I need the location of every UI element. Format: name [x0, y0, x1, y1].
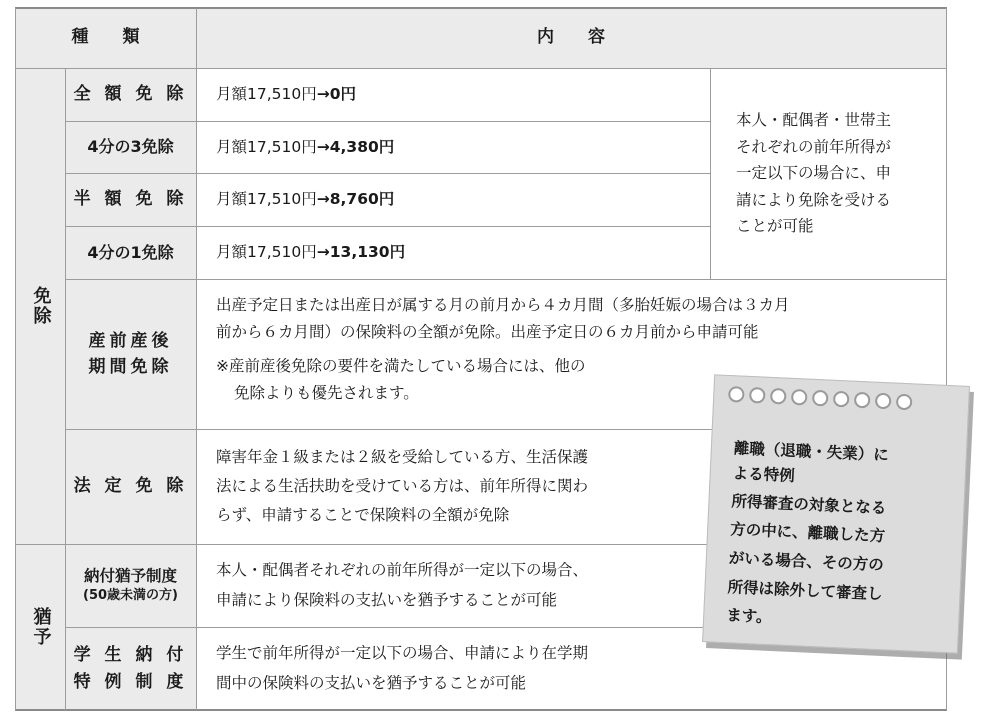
statutory-text-line: らず、申請することで保険料の全額が免除 [216, 506, 510, 525]
table-divider [65, 173, 710, 174]
table-border-bottom [15, 709, 947, 711]
type-quarter-exemption [65, 226, 196, 279]
payment-deferral-text-line: 本人・配偶者それぞれの前年所得が一定以下の場合、 [216, 561, 589, 580]
memo-note [702, 374, 970, 653]
amount-three-quarter-monthly: 月額17,510円 [216, 137, 317, 156]
content-half-exemption [196, 173, 710, 226]
binding-hole-icon [896, 394, 913, 411]
amount-quarter-monthly: 月額17,510円 [216, 243, 317, 262]
content-full-exemption [196, 68, 710, 121]
amount-three-quarter-result: 4,380円 [329, 137, 395, 156]
maternity-text-line: 出産予定日または出産日が属する月の前月から４カ月間（多胎妊娠の場合は３カ月 [216, 296, 790, 314]
type-payment-deferral-label-2: (50歳未満の方) [83, 588, 178, 604]
group-exemption [15, 68, 65, 544]
memo-binding-holes [728, 386, 913, 410]
arrow-icon: → [316, 243, 330, 262]
type-student-label-1: 学 生 納 付 [73, 645, 188, 666]
binding-hole-icon [875, 393, 892, 410]
type-student-deferral [65, 627, 196, 710]
binding-hole-icon [770, 388, 787, 405]
amount-full-result: 0円 [329, 85, 357, 104]
header-type [15, 8, 196, 68]
maternity-note-line: ※産前産後免除の要件を満たしている場合には、他の [216, 357, 586, 376]
memo-title [732, 436, 946, 495]
memo-body-line: 所得は除外して審査し [727, 577, 883, 603]
amount-full-monthly: 月額17,510円 [216, 85, 317, 104]
memo-body-line: 方の中に、離職した方 [729, 520, 886, 546]
binding-hole-icon [728, 386, 745, 403]
side-note-line: 一定以下の場合に、申 [736, 164, 892, 183]
table-divider [15, 68, 947, 69]
side-note-line: 本人・配偶者・世帯主 [736, 110, 892, 129]
table-divider [65, 68, 66, 710]
header-type-label: 種 類 [71, 27, 140, 48]
type-full-exemption [65, 68, 196, 121]
side-note-line: 請により免除を受ける [736, 190, 892, 209]
memo-body-line: がいる場合、その方の [728, 549, 885, 575]
header-content [196, 8, 946, 68]
type-payment-deferral-label-1: 納付猶予制度 [83, 566, 177, 585]
statutory-text-line: 法による生活扶助を受けている方は、前年所得に関わ [216, 476, 589, 495]
amount-quarter-result: 13,130円 [329, 243, 406, 262]
table-border-left [15, 8, 16, 710]
type-full-label: 全 額 免 除 [73, 84, 188, 105]
type-payment-deferral [65, 544, 196, 627]
maternity-text-line: 前から６カ月間）の保険料の全額が免除。出産予定日の６カ月前から申請可能 [216, 322, 759, 341]
type-half-label: 半 額 免 除 [73, 189, 188, 210]
memo-body-line: 所得審査の対象となる [731, 491, 887, 517]
binding-hole-icon [854, 392, 871, 409]
type-quarter-label: 4分の1免除 [87, 242, 174, 262]
type-statutory-label: 法 定 免 除 [73, 476, 188, 497]
statutory-text-line: 障害年金１級または２級を受給している方、生活保護 [216, 447, 589, 466]
type-maternity-exemption [65, 279, 196, 429]
payment-deferral-text-line: 申請により保険料の支払いを猶予することが可能 [216, 590, 558, 609]
maternity-note-line: 免除よりも優先されます。 [234, 383, 419, 402]
group-exemption-label: 免除 [30, 286, 52, 326]
binding-hole-icon [749, 387, 766, 404]
table-divider [65, 121, 710, 122]
memo-title-line: 離職（退職・失業）に [733, 439, 890, 465]
type-three-quarter-exemption [65, 121, 196, 173]
amount-half-result: 8,760円 [329, 190, 395, 209]
content-three-quarter-exemption [196, 121, 710, 173]
student-text-line: 学生で前年所得が一定以下の場合、申請により在学期 [216, 644, 589, 663]
table-border-top [15, 7, 947, 9]
type-half-exemption [65, 173, 196, 226]
side-note-line: それぞれの前年所得が [736, 137, 892, 156]
side-note-line: ことが可能 [736, 217, 814, 236]
type-student-label-2: 特 例 制 度 [73, 671, 188, 692]
type-statutory-exemption [65, 429, 196, 544]
content-payment-deferral [196, 544, 716, 627]
arrow-icon: → [316, 137, 330, 156]
table-divider [65, 226, 710, 227]
content-student [196, 627, 716, 710]
memo-body-line: ます。 [725, 606, 772, 627]
type-three-quarter-label: 4分の3免除 [87, 137, 174, 157]
type-maternity-label-2: 期間免除 [88, 357, 173, 377]
type-maternity-label-1: 産前産後 [88, 330, 173, 351]
binding-hole-icon [791, 389, 808, 406]
group-deferral-label: 猶予 [30, 607, 52, 647]
student-text-line: 間中の保険料の支払いを猶予することが可能 [216, 673, 527, 692]
table-divider [196, 8, 197, 710]
binding-hole-icon [833, 391, 850, 408]
content-statutory [196, 429, 716, 544]
amount-half-monthly: 月額17,510円 [216, 190, 317, 209]
binding-hole-icon [812, 390, 829, 407]
arrow-icon: → [316, 190, 330, 209]
memo-body [726, 487, 944, 640]
table-divider [65, 279, 947, 280]
exemption-side-note [710, 68, 946, 279]
memo-title-line: よる特例 [732, 464, 796, 485]
group-deferral [15, 544, 65, 710]
header-content-label: 内 容 [537, 27, 605, 48]
table-divider [710, 68, 711, 279]
arrow-icon: → [316, 85, 330, 104]
content-quarter-exemption [196, 226, 710, 279]
